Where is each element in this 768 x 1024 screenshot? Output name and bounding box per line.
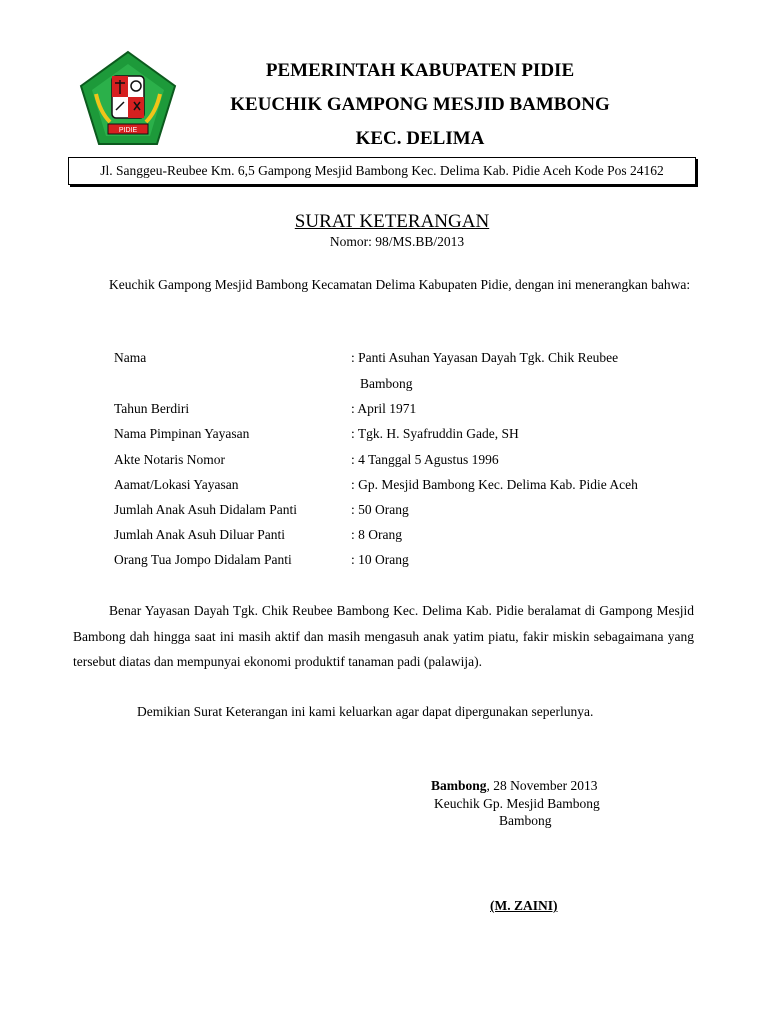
field-value-akte: : 4 Tanggal 5 Agustus 1996 [351,452,499,467]
logo-banner-text: PIDIE [118,127,138,134]
field-value-pimpinan: : Tgk. H. Syafruddin Gade, SH [351,426,519,441]
signatory-name: (M. ZAINI) [490,898,558,913]
document-title: SURAT KETERANGAN [294,211,490,232]
signature-role-2: Bambong [499,813,552,828]
field-label-akte: Akte Notaris Nomor [114,452,225,467]
header-line-1: PEMERINTAH KABUPATEN PIDIE [265,60,575,81]
intro-paragraph: Keuchik Gampong Mesjid Bambong Kecamatan Delima Kabupaten Pidie, dengan ini menerangkan bahwa: [109,277,691,292]
field-value-lokasi: : Gp. Mesjid Bambong Kec. Delima Kab. Pidie Aceh [351,477,638,492]
header-line-2: KEUCHIK GAMPONG MESJID BAMBONG [230,94,610,115]
field-value-tahun: : April 1971 [351,401,417,416]
field-label-anak-dalam: Jumlah Anak Asuh Didalam Panti [114,502,297,517]
closing-paragraph: Demikian Surat Keterangan ini kami keluarkan agar dapat dipergunakan seperlunya. [137,704,594,719]
field-value-jompo: : 10 Orang [351,552,409,567]
field-value-nama: : Panti Asuhan Yayasan Dayah Tgk. Chik Reubee [351,350,619,365]
signature-role-1: Keuchik Gp. Mesjid Bambong [434,796,600,811]
field-label-lokasi: Aamat/Lokasi Yayasan [114,477,239,492]
field-label-tahun: Tahun Berdiri [114,401,190,416]
document-number: Nomor: 98/MS.BB/2013 [329,234,465,249]
regency-emblem-logo [78,50,178,150]
field-label-nama: Nama [114,350,147,365]
field-label-jompo: Orang Tua Jompo Didalam Panti [114,552,292,567]
field-value-nama-cont: Bambong [360,376,413,391]
header-line-3: KEC. DELIMA [355,128,485,149]
body-paragraph: Benar Yayasan Dayah Tgk. Chik Reubee Bambong Kec. Delima Kab. Pidie beralamat di Gampong Mesjid Bambong dah hingga saat ini masih aktif dan masih mengasuh anak yatim piatu, fakir miskin sebagaimana yang tersebut diatas dan mempunyai ekonomi produktif tanaman padi (palawija). [73,603,694,669]
field-label-pimpinan: Nama Pimpinan Yayasan [114,426,250,441]
signature-date-line [431,778,598,794]
signature-date: , 28 November 2013 [486,778,598,793]
field-label-anak-luar: Jumlah Anak Asuh Diluar Panti [114,527,285,542]
field-value-anak-dalam: : 50 Orang [351,502,409,517]
field-value-anak-luar: : 8 Orang [351,527,402,542]
address-box: Jl. Sanggeu-Reubee Km. 6,5 Gampong Mesjid Bambong Kec. Delima Kab. Pidie Aceh Kode Pos 24162 [68,157,696,185]
signature-place: Bambong [431,778,487,793]
